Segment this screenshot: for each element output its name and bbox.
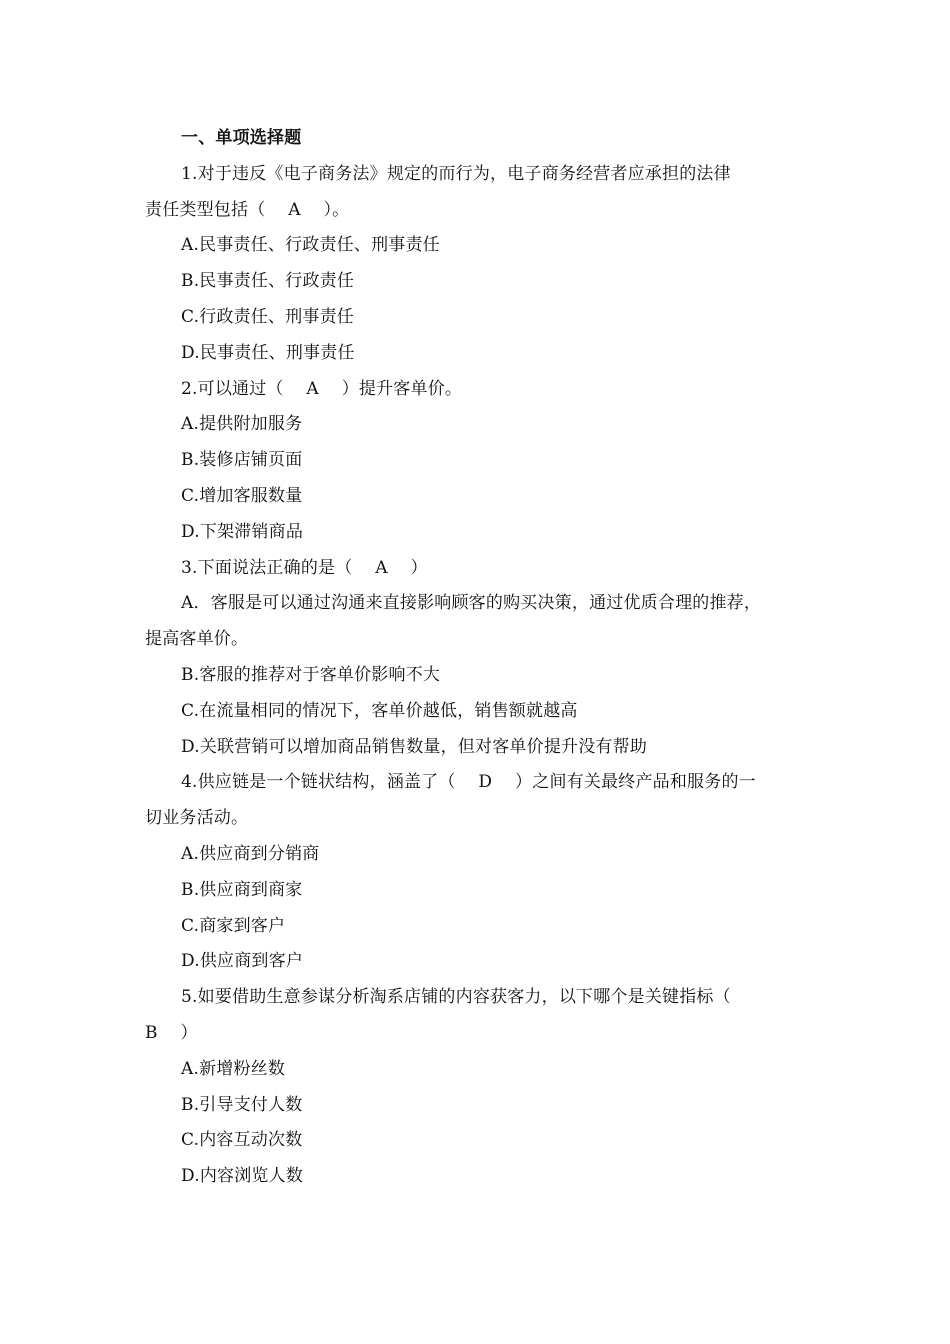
question-3-option-c: C.在流量相同的情况下，客单价越低，销售额就越高 <box>181 700 578 721</box>
question-1-option-d: D.民事责任、刑事责任 <box>181 342 355 363</box>
question-3-option-b: B.客服的推荐对于客单价影响不大 <box>181 664 441 685</box>
question-2-option-c: C.增加客服数量 <box>181 485 303 506</box>
question-4-stem-continued: 切业务活动。 <box>145 808 249 829</box>
question-4-option-b: B.供应商到商家 <box>181 879 303 900</box>
question-2-option-a: A.提供附加服务 <box>181 414 303 435</box>
question-4-option-a: A.供应商到分销商 <box>181 843 320 864</box>
question-list <box>145 121 810 1195</box>
question-4-stem: 4.供应链是一个链状结构，涵盖了（ D ）之间有关最终产品和服务的一 <box>181 772 756 793</box>
question-3-option-a-continued: 提高客单价。 <box>145 629 249 650</box>
question-2-stem: 2.可以通过（ A ）提升客单价。 <box>181 378 463 399</box>
question-2-option-b: B.装修店铺页面 <box>181 450 303 471</box>
question-2-option-d: D.下架滞销商品 <box>181 521 304 542</box>
question-4-option-c: C.商家到客户 <box>181 915 286 936</box>
question-5-stem-continued: B ） <box>145 1022 198 1043</box>
question-1-option-a: A.民事责任、行政责任、刑事责任 <box>181 235 440 256</box>
question-1-option-c: C.行政责任、刑事责任 <box>181 306 355 327</box>
question-3-stem: 3.下面说法正确的是（ A ） <box>181 557 428 578</box>
question-1-stem: 1.对于违反《电子商务法》规定的而行为，电子商务经营者应承担的法律 <box>181 163 731 184</box>
question-4-option-d: D.供应商到客户 <box>181 951 304 972</box>
question-5-option-c: C.内容互动次数 <box>181 1130 303 1151</box>
section-heading: 一、单项选择题 <box>181 128 302 148</box>
question-3-option-a: A．客服是可以通过沟通来直接影响顾客的购买决策，通过优质合理的推荐， <box>181 593 762 614</box>
question-5-option-b: B.引导支付人数 <box>181 1094 303 1115</box>
question-3-option-d: D.关联营销可以增加商品销售数量，但对客单价提升没有帮助 <box>181 736 648 757</box>
question-5-option-d: D.内容浏览人数 <box>181 1166 304 1187</box>
question-5-option-a: A.新增粉丝数 <box>181 1058 286 1079</box>
question-1-stem-continued: 责任类型包括（ A ）。 <box>145 199 350 220</box>
question-1-option-b: B.民事责任、行政责任 <box>181 271 355 292</box>
question-5-stem: 5.如要借助生意参谋分析淘系店铺的内容获客力，以下哪个是关键指标（ <box>181 987 731 1008</box>
